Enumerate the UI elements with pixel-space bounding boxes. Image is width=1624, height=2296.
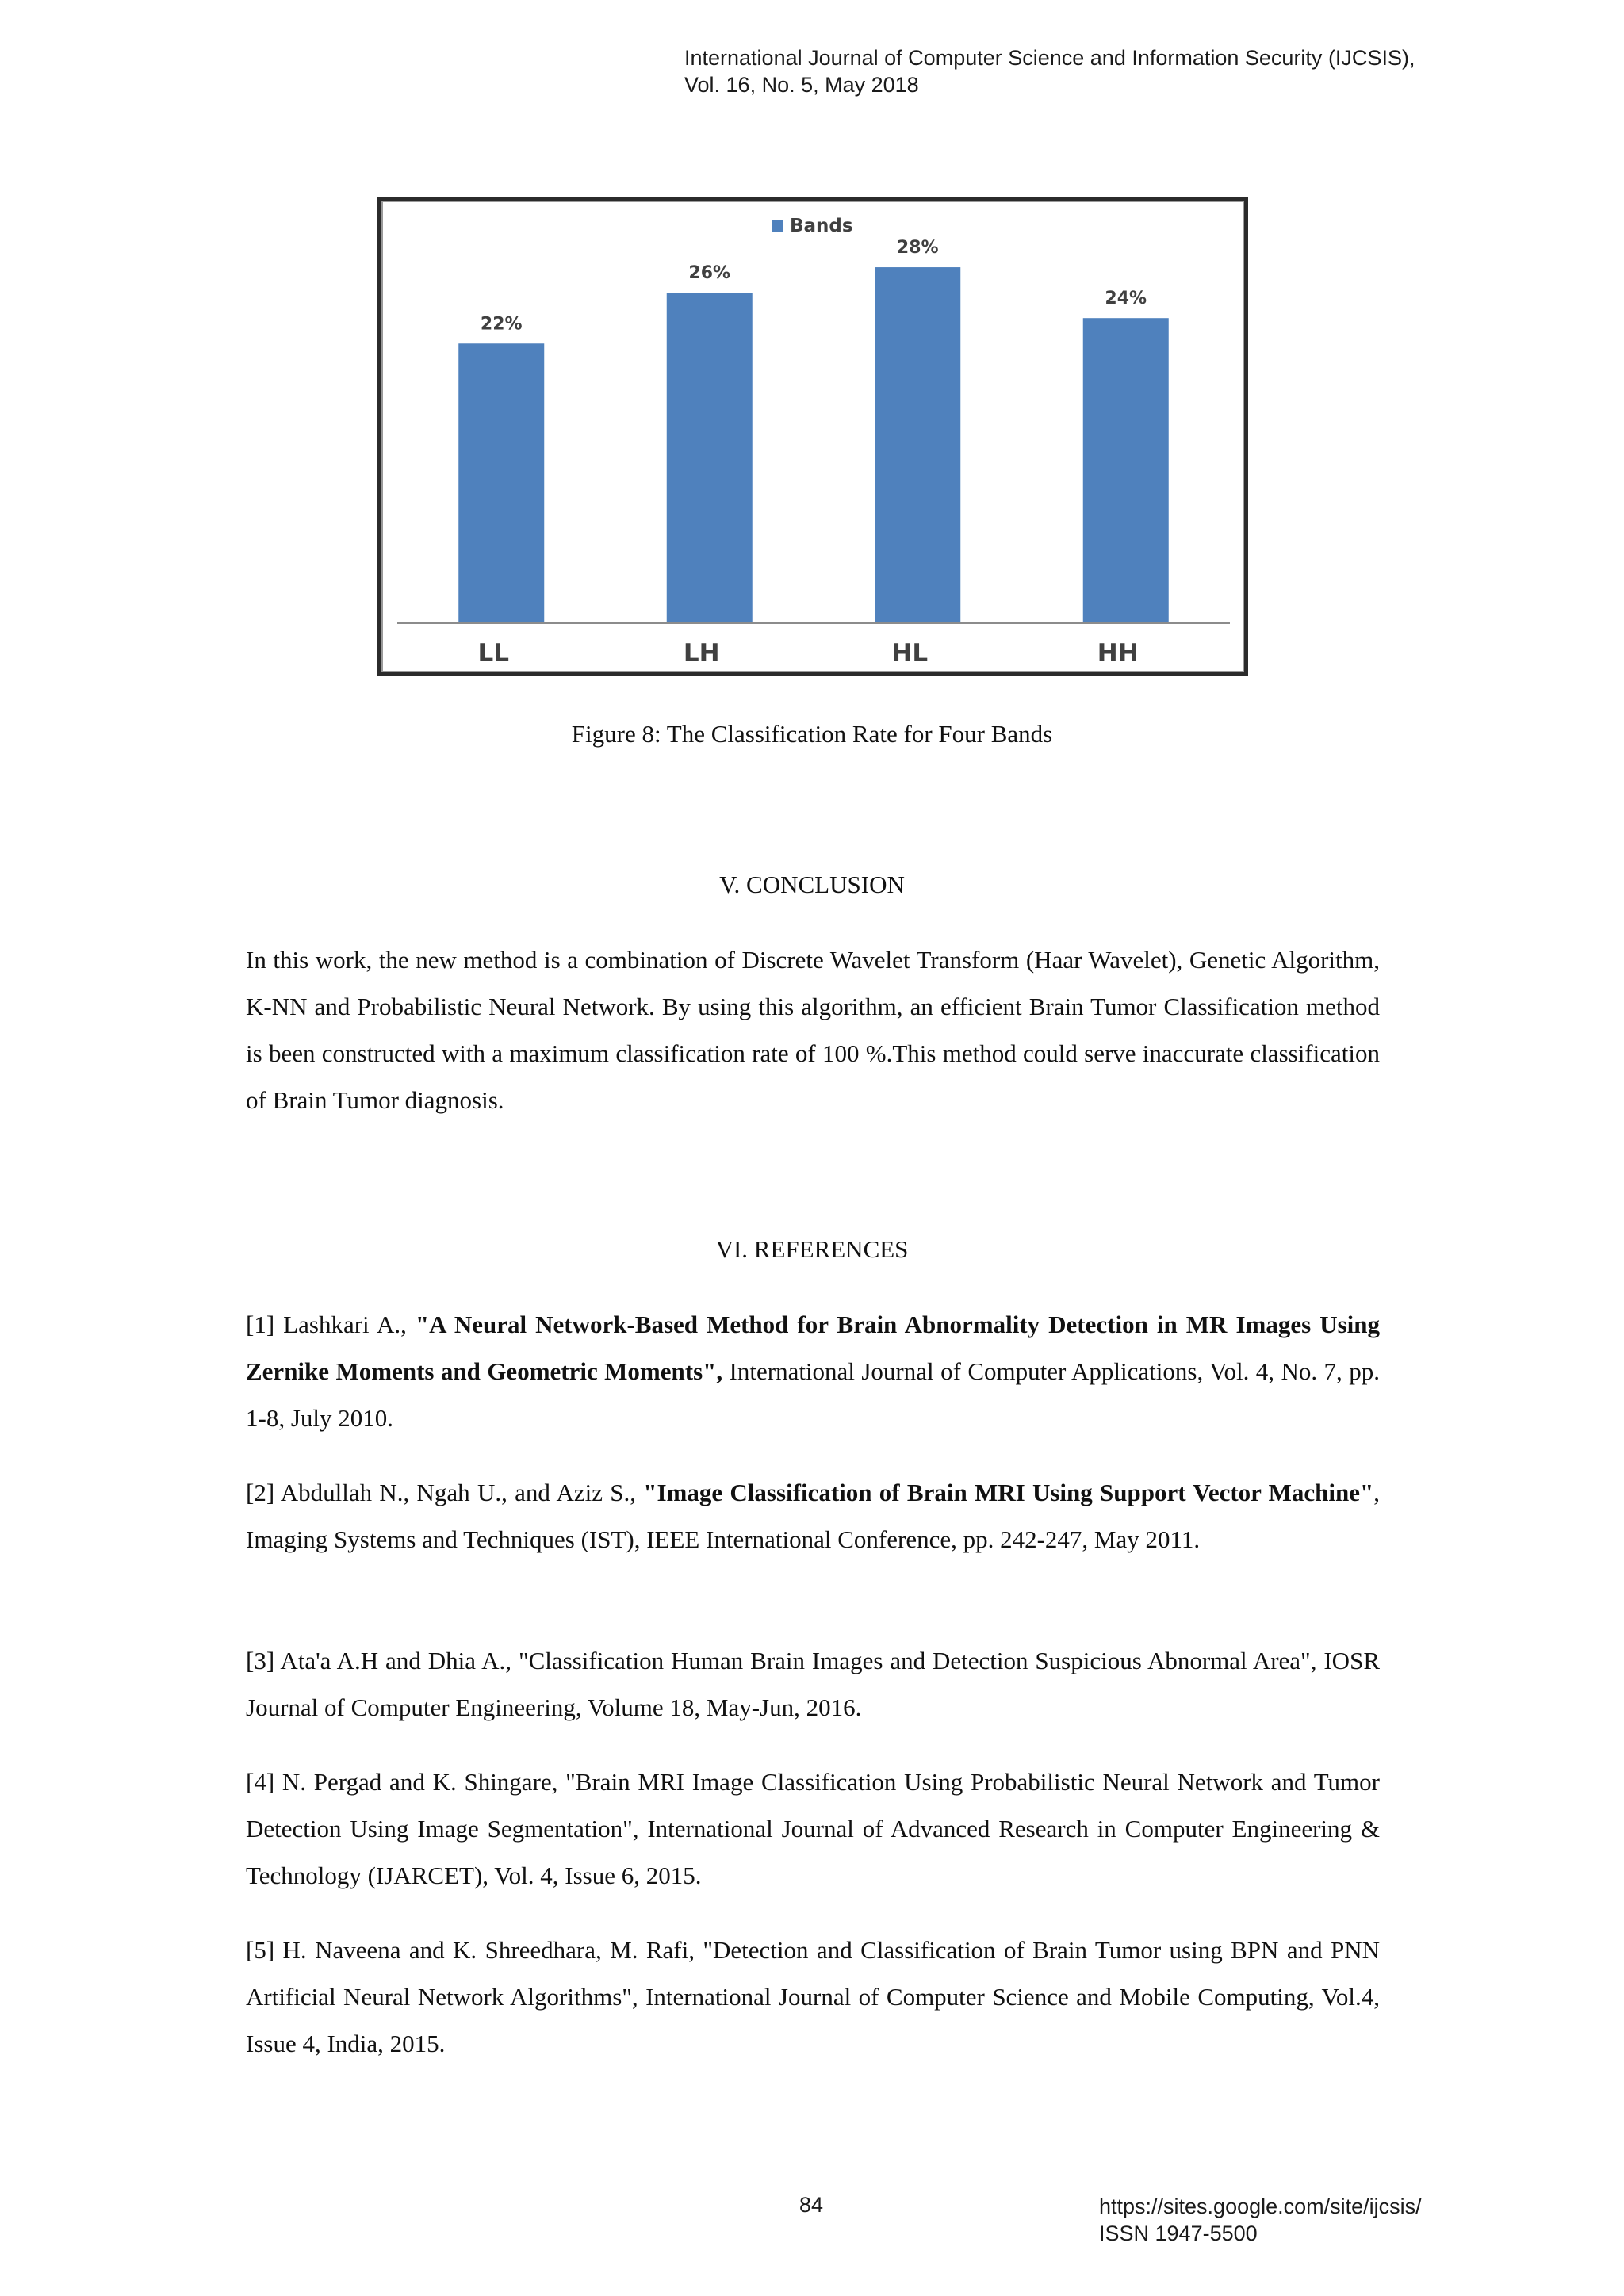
category-tick-label: LL (477, 639, 510, 668)
category-tick-label: LH (683, 639, 720, 668)
reference-item: [4] N. Pergad and K. Shingare, "Brain MRI Image Classification Using Probabilistic Neural Network and Tumor Detection Using Image Segmentation", International Journal of Advanced Research in Computer Engineering & Technology (IJARCET), Vol. 4, Issue 6, 2015. (246, 1768, 1380, 1889)
journal-header-line-2: Vol. 16, No. 5, May 2018 (684, 73, 919, 97)
reference-item (246, 1301, 1380, 1441)
bar (667, 293, 753, 623)
category-tick-label: HH (1097, 639, 1139, 668)
page-number: 84 (799, 2193, 824, 2217)
footer-url: https://sites.google.com/site/ijcsis/ (1099, 2195, 1422, 2218)
reference-authors: [1] Lashkari A., (246, 1311, 416, 1338)
data-label: 26% (688, 263, 731, 284)
bar-chart-figure (377, 197, 1248, 676)
legend-label: Bands (790, 216, 853, 236)
legend-swatch (772, 220, 783, 232)
reference-item (246, 1469, 1380, 1563)
reference-title: "A Neural Network-Based Method for Brain Abnormality Detection in MR Images Using Zernike Moments and Geometric Moments", (246, 1311, 1380, 1385)
data-label: 22% (480, 314, 523, 335)
figure-caption: Figure 8: The Classification Rate for Four Bands (571, 720, 1053, 748)
category-tick-label: HL (891, 639, 929, 668)
bar (875, 267, 960, 623)
conclusion-heading: V. CONCLUSION (719, 871, 905, 898)
reference-title: "Image Classification of Brain MRI Using Support Vector Machine" (643, 1479, 1374, 1506)
references-heading: VI. REFERENCES (715, 1235, 909, 1263)
reference-item: [3] Ata'a A.H and Dhia A., "Classification Human Brain Images and Detection Suspicious Abnormal Area", IOSR Journal of Computer Engineering, Volume 18, May-Jun, 2016. (246, 1647, 1380, 1721)
data-label: 28% (896, 238, 939, 258)
conclusion-paragraph: In this work, the new method is a combination of Discrete Wavelet Transform (Haar Wavelet), Genetic Algorithm, K-NN and Probabilistic Neural Network. By using this algorithm, an efficient Brain Tumor Classification method is been constructed with a maximum classification rate of 100 %.This method could serve inaccurate classification of Brain Tumor diagnosis. (246, 946, 1380, 1114)
bar (1083, 318, 1169, 623)
reference-source: , Imaging Systems and Techniques (IST), IEEE International Conference, pp. 242-247, May 2011. (246, 1479, 1380, 1553)
journal-header-line-1: International Journal of Computer Science and Information Security (IJCSIS), (684, 46, 1415, 70)
bar (458, 343, 544, 623)
footer-info (1099, 2193, 1422, 2247)
reference-source: International Journal of Computer Applications, Vol. 4, No. 7, pp. 1-8, July 2010. (246, 1357, 1381, 1432)
journal-header (684, 44, 1604, 98)
bar-chart (381, 201, 1244, 672)
reference-authors: [2] Abdullah N., Ngah U., and Aziz S., (246, 1479, 644, 1506)
reference-item: [5] H. Naveena and K. Shreedhara, M. Rafi, "Detection and Classification of Brain Tumor using BPN and PNN Artificial Neural Network Algorithms", International Journal of Computer Science and Mobile Computing, Vol.4, Issue 4, India, 2015. (246, 1936, 1380, 2057)
footer-issn: ISSN 1947-5500 (1099, 2221, 1258, 2245)
data-label: 24% (1105, 289, 1147, 309)
